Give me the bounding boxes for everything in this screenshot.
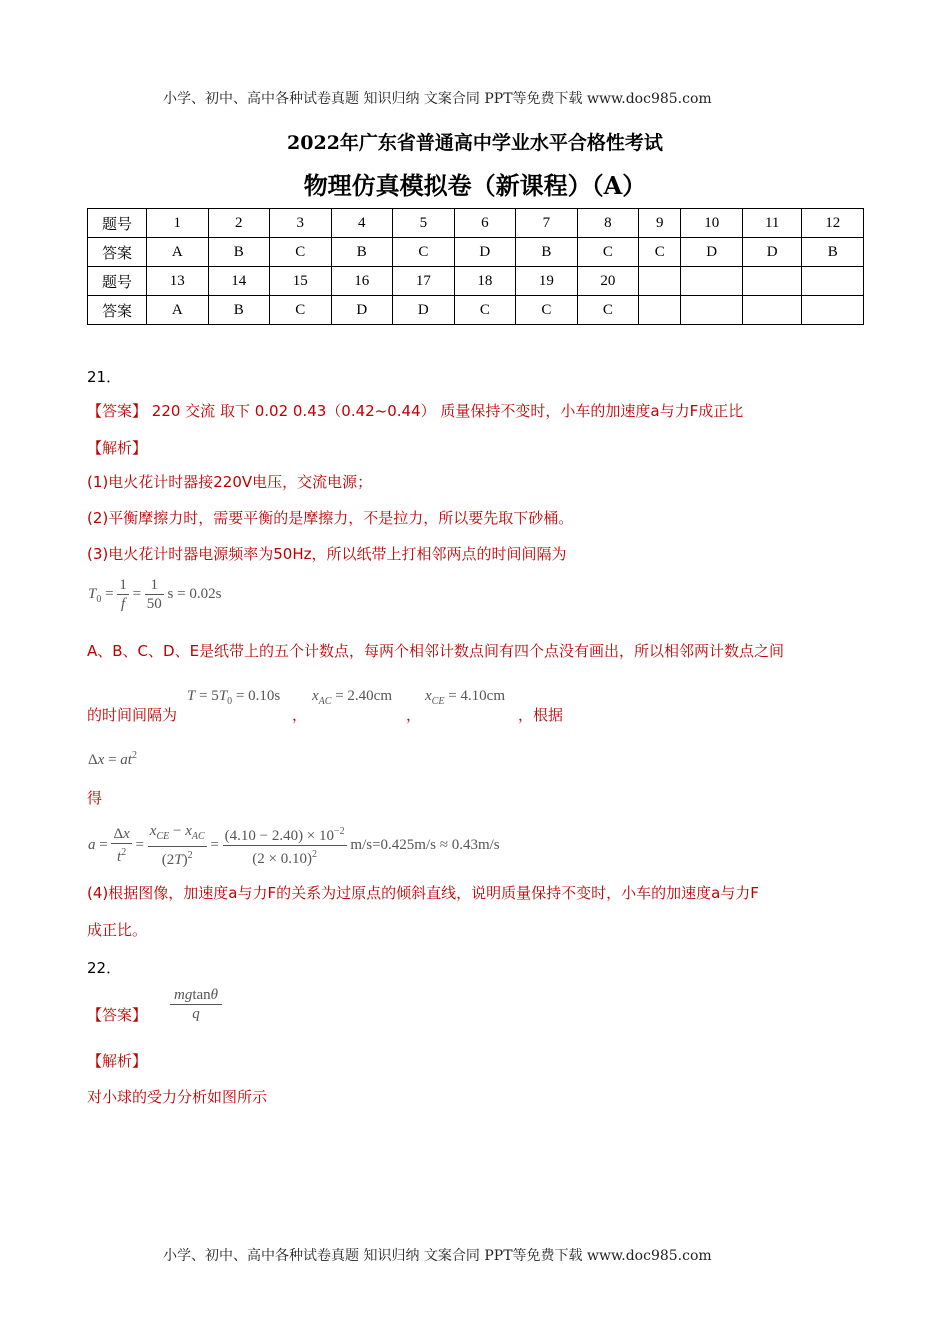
- page-footer: 小学、初中、高中各种试卷真题 知识归纳 文案合同 PPT等免费下载 www.doc985.com: [163, 1248, 712, 1264]
- answer-cell: C: [393, 238, 455, 267]
- separator-text: ，根据: [518, 706, 564, 724]
- answer-tag: 【答案】: [87, 402, 148, 420]
- answer-cell: D: [331, 296, 393, 325]
- num-cell: 19: [516, 267, 578, 296]
- page-header: 小学、初中、高中各种试卷真题 知识归纳 文案合同 PPT等免费下载 www.doc985.com: [163, 91, 712, 107]
- answer-cell: D: [742, 238, 801, 267]
- label-cell: 答案: [88, 238, 147, 267]
- answer-cell: C: [577, 238, 639, 267]
- num-cell: 11: [742, 209, 801, 238]
- num-cell: 4: [331, 209, 393, 238]
- num-cell: 14: [208, 267, 270, 296]
- num-cell: 15: [270, 267, 332, 296]
- num-cell: 7: [516, 209, 578, 238]
- num-cell: 2: [208, 209, 270, 238]
- num-cell: [742, 267, 801, 296]
- num-cell: 20: [577, 267, 639, 296]
- answer-line: [87, 400, 743, 421]
- label-cell: 答案: [88, 296, 147, 325]
- de-text: 得: [87, 789, 103, 807]
- label-cell: 题号: [88, 209, 147, 238]
- answer-cell: D: [454, 238, 516, 267]
- analysis-line: [87, 704, 177, 725]
- answer-cell: B: [802, 238, 864, 267]
- answer-cell: C: [577, 296, 639, 325]
- answer-cell: [802, 296, 864, 325]
- answer-cell: B: [331, 238, 393, 267]
- answer-cell: D: [681, 238, 743, 267]
- exam-subtitle: 物理仿真模拟卷（新课程）（A）: [303, 171, 647, 200]
- table-row: [88, 267, 864, 296]
- analysis-paragraph: (1)电火花计时器接220V电压，交流电源；: [87, 473, 373, 491]
- num-cell: 10: [681, 209, 743, 238]
- answer-table: [87, 208, 864, 325]
- formula-xac: $x_{AC} = 2.40cm$: [312, 688, 392, 707]
- num-cell: 5: [393, 209, 455, 238]
- num-cell: 16: [331, 267, 393, 296]
- answer-text: 220 交流 取下 0.02 0.43（0.42~0.44） 质量保持不变时，小车的加速度a与力F成正比: [147, 402, 744, 420]
- num-cell: 8: [577, 209, 639, 238]
- table-row: [88, 209, 864, 238]
- table-row: [88, 238, 864, 267]
- formula-interval: $T = 5T_0 = 0.10s$: [187, 688, 281, 707]
- analysis-tag: 【解析】: [87, 439, 148, 457]
- answer-tag: 【答案】: [87, 1006, 148, 1024]
- answer-cell: C: [516, 296, 578, 325]
- analysis-paragraph: (3)电火花计时器电源频率为50Hz，所以纸带上打相邻两点的时间间隔为: [87, 545, 567, 563]
- separator-comma: ，: [406, 706, 422, 724]
- num-cell: 1: [147, 209, 209, 238]
- formula-acceleration: a = $\frac{\Delta x}{t^2}$ = $\frac{x_{CE} - x_{AC}}{(2T)^2}$ = $\frac{(4.10 - 2.40) \times 10^{-2}}{(2 \times 0.10)^2}$ m/s=0.425m/s ≈ 0.43m/s: [88, 823, 500, 868]
- table-row: [88, 296, 864, 325]
- formula-period: $T_0$ = $\frac{1}{f}$ = $\frac{1}{50}$ s = 0.02s: [88, 577, 222, 612]
- num-cell: [681, 267, 743, 296]
- num-cell: [802, 267, 864, 296]
- answer-cell: A: [147, 296, 209, 325]
- answer-cell: C: [270, 296, 332, 325]
- num-cell: 9: [639, 209, 681, 238]
- answer-cell: C: [270, 238, 332, 267]
- num-cell: 17: [393, 267, 455, 296]
- question-number: 21．: [87, 368, 122, 386]
- formula-answer-22: $\frac{mgtan\theta}{q}$: [170, 986, 222, 1023]
- num-cell: 18: [454, 267, 516, 296]
- answer-cell: B: [516, 238, 578, 267]
- analysis-paragraph: 对小球的受力分析如图所示: [87, 1088, 268, 1106]
- separator-comma: ，: [292, 706, 308, 724]
- answer-cell: [742, 296, 801, 325]
- answer-cell: D: [393, 296, 455, 325]
- answer-cell: A: [147, 238, 209, 267]
- num-cell: 6: [454, 209, 516, 238]
- text-span: 的时间间隔为: [87, 706, 178, 724]
- analysis-paragraph: (4)根据图像，加速度a与力F的关系为过原点的倾斜直线，说明质量保持不变时，小车的加速度a与力F: [87, 884, 759, 902]
- num-cell: 3: [270, 209, 332, 238]
- analysis-paragraph: (2)平衡摩擦力时，需要平衡的是摩擦力，不是拉力，所以要先取下砂桶。: [87, 509, 574, 527]
- num-cell: 13: [147, 267, 209, 296]
- analysis-paragraph: 成正比。: [87, 921, 148, 939]
- num-cell: 12: [802, 209, 864, 238]
- formula-xce: $x_{CE} = 4.10cm$: [425, 688, 505, 707]
- answer-cell: B: [208, 296, 270, 325]
- question-number: 22．: [87, 959, 122, 977]
- exam-title: 2022年广东省普通高中学业水平合格性考试: [287, 132, 663, 154]
- answer-cell: C: [639, 238, 681, 267]
- answer-cell: C: [454, 296, 516, 325]
- analysis-tag: 【解析】: [87, 1052, 148, 1070]
- num-cell: [639, 267, 681, 296]
- answer-cell: [639, 296, 681, 325]
- answer-cell: B: [208, 238, 270, 267]
- label-cell: 题号: [88, 267, 147, 296]
- formula-delta-x: $\Delta x = at^2$: [88, 750, 137, 768]
- answer-cell: [681, 296, 743, 325]
- analysis-paragraph: A、B、C、D、E是纸带上的五个计数点，每两个相邻计数点间有四个点没有画出，所以相邻两计数点之间: [87, 642, 785, 660]
